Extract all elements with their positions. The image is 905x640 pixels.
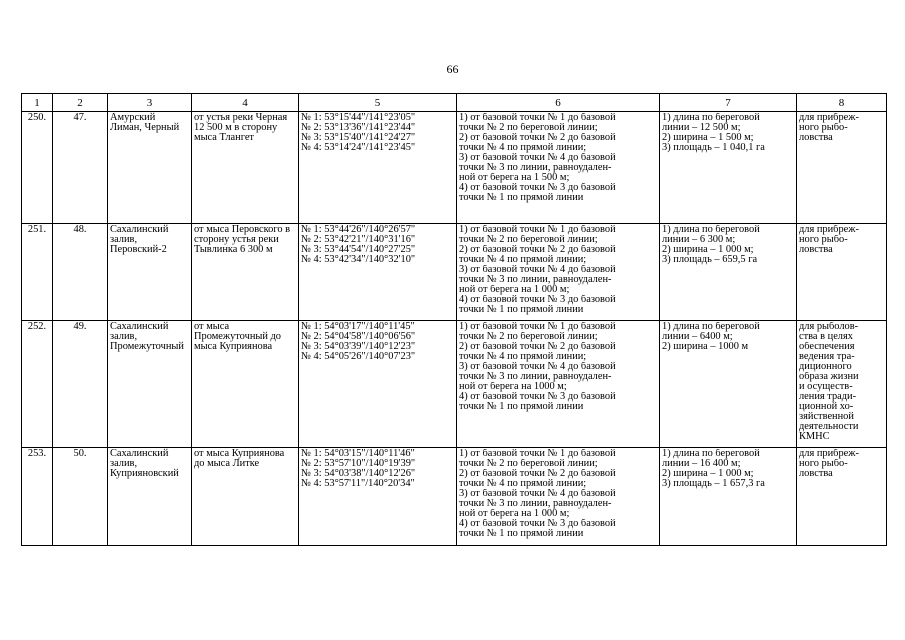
area-dimensions-line: 1) длина по береговой: [662, 449, 760, 459]
area-purpose-line: образа жизни: [799, 372, 859, 382]
boundary-description-line: точки № 3 по линии, равноудален-: [459, 163, 612, 173]
area-dimensions: [660, 112, 797, 224]
boundary-description-line: точки № 4 по прямой линии;: [459, 479, 587, 489]
area-name: Амурский Лиман, Черный: [108, 112, 192, 224]
area-dimensions-line: 2) ширина – 1000 м: [662, 342, 749, 352]
area-purpose-line: ционной хо-: [799, 402, 854, 412]
coordinates-line: № 1: 54°03'15"/140°11'46": [301, 449, 415, 459]
area-purpose-line: обеспечения: [799, 342, 855, 352]
boundary-description-line: 1) от базовой точки № 1 до базовой: [459, 322, 616, 332]
area-purpose-line: ловства: [799, 245, 833, 255]
area-number: 50.: [53, 448, 108, 546]
boundary-description-line: 2) от базовой точки № 2 до базовой: [459, 469, 616, 479]
area-number: 49.: [53, 321, 108, 448]
boundary-description-line: 4) от базовой точки № 3 до базовой: [459, 295, 616, 305]
coordinates-line: № 3: 53°15'40"/141°24'27": [301, 133, 416, 143]
boundary-description-line: 3) от базовой точки № 4 до базовой: [459, 362, 616, 372]
area-name: Сахалинский залив, Куприяновский: [108, 448, 192, 546]
boundary-description-line: точки № 1 по прямой линии: [459, 402, 584, 412]
boundary-description-line: 2) от базовой точки № 2 до базовой: [459, 133, 616, 143]
area-dimensions-line: 2) ширина – 1 500 м;: [662, 133, 754, 143]
boundary-description-line: ной от берега на 1 000 м;: [459, 285, 570, 295]
coordinates-line: № 2: 53°57'10"/140°19'39": [301, 459, 416, 469]
area-dimensions-line: линии – 12 500 м;: [662, 123, 741, 133]
area-dimensions-line: линии – 6 300 м;: [662, 235, 736, 245]
area-purpose-line: ства в целях: [799, 332, 853, 342]
coordinates-line: № 4: 53°42'34"/140°32'10": [301, 255, 416, 265]
area-purpose-line: ного рыбо-: [799, 459, 848, 469]
boundary-description-line: точки № 4 по прямой линии;: [459, 143, 587, 153]
boundary-description-line: точки № 1 по прямой линии: [459, 529, 584, 539]
boundary-description-line: 1) от базовой точки № 1 до базовой: [459, 225, 616, 235]
area-dimensions-line: 3) площадь – 1 657,3 га: [662, 479, 765, 489]
boundary-description-line: точки № 1 по прямой линии: [459, 305, 584, 315]
area-dimensions: [660, 448, 797, 546]
area-boundary: от мыса Промежуточный до мыса Куприянова: [192, 321, 299, 448]
area-purpose-line: ловства: [799, 133, 833, 143]
fishing-areas-table: [21, 93, 887, 546]
area-dimensions: [660, 224, 797, 321]
area-purpose-line: для прибреж-: [799, 449, 859, 459]
area-dimensions-line: 2) ширина – 1 000 м;: [662, 469, 754, 479]
boundary-description-line: точки № 2 по береговой линии;: [459, 332, 598, 342]
table-body: [22, 112, 887, 546]
coordinates-line: № 1: 53°44'26"/140°26'57": [301, 225, 416, 235]
coordinates-line: № 3: 53°44'54"/140°27'25": [301, 245, 416, 255]
coordinates-line: № 2: 54°04'58"/140°06'56": [301, 332, 416, 342]
area-dimensions-line: 3) площадь – 659,5 га: [662, 255, 758, 265]
area-purpose-line: для прибреж-: [799, 113, 859, 123]
area-purpose-line: диционного: [799, 362, 852, 372]
coordinates-line: № 1: 53°15'44"/141°23'05": [301, 113, 416, 123]
boundary-description-line: ной от берега на 1 000 м;: [459, 509, 570, 519]
boundary-description-line: точки № 2 по береговой линии;: [459, 235, 598, 245]
boundary-description-line: 2) от базовой точки № 2 до базовой: [459, 342, 616, 352]
column-header: 6: [457, 94, 660, 112]
area-purpose: [797, 224, 887, 321]
area-purpose-line: ления тради-: [799, 392, 857, 402]
column-header: 8: [797, 94, 887, 112]
column-header: 4: [192, 94, 299, 112]
boundary-description-line: 3) от базовой точки № 4 до базовой: [459, 153, 616, 163]
area-dimensions-line: 1) длина по береговой: [662, 113, 760, 123]
boundary-description: [457, 321, 660, 448]
area-dimensions: [660, 321, 797, 448]
area-dimensions-line: 1) длина по береговой: [662, 225, 760, 235]
boundary-description-line: точки № 2 по береговой линии;: [459, 123, 598, 133]
area-purpose-line: деятельности: [799, 422, 859, 432]
coordinates: [299, 224, 457, 321]
boundary-description-line: точки № 1 по прямой линии: [459, 193, 584, 203]
coordinates-line: № 3: 54°03'39"/140°12'23": [301, 342, 416, 352]
area-purpose-line: для прибреж-: [799, 225, 859, 235]
area-dimensions-line: линии – 6400 м;: [662, 332, 733, 342]
area-number: 47.: [53, 112, 108, 224]
coordinates-line: № 4: 53°57'11"/140°20'34": [301, 479, 415, 489]
row-number: 250.: [22, 112, 53, 224]
area-name: Сахалинский залив, Промежуточный: [108, 321, 192, 448]
boundary-description-line: 1) от базовой точки № 1 до базовой: [459, 449, 616, 459]
column-header: 1: [22, 94, 53, 112]
boundary-description-line: 4) от базовой точки № 3 до базовой: [459, 392, 616, 402]
column-header: 5: [299, 94, 457, 112]
column-header: 7: [660, 94, 797, 112]
coordinates-line: № 3: 54°03'38"/140°12'26": [301, 469, 416, 479]
area-purpose-line: ловства: [799, 469, 833, 479]
area-name: Сахалинский залив, Перовский-2: [108, 224, 192, 321]
area-dimensions-line: 1) длина по береговой: [662, 322, 760, 332]
table-row: [22, 321, 887, 448]
table-row: [22, 112, 887, 224]
area-purpose-line: для рыболов-: [799, 322, 859, 332]
coordinates: [299, 321, 457, 448]
area-purpose-line: ведения тра-: [799, 352, 855, 362]
boundary-description: [457, 448, 660, 546]
row-number: 253.: [22, 448, 53, 546]
row-number: 252.: [22, 321, 53, 448]
boundary-description-line: 3) от базовой точки № 4 до базовой: [459, 489, 616, 499]
row-number: 251.: [22, 224, 53, 321]
area-boundary: от мыса Куприянова до мыса Литке: [192, 448, 299, 546]
area-purpose-line: КМНС: [799, 432, 830, 442]
area-boundary: от устья реки Черная 12 500 м в сторону мыса Тлангет: [192, 112, 299, 224]
boundary-description-line: точки № 4 по прямой линии;: [459, 352, 587, 362]
coordinates: [299, 448, 457, 546]
coordinates-line: № 2: 53°13'36"/141°23'44": [301, 123, 416, 133]
boundary-description-line: точки № 3 по линии, равноудален-: [459, 372, 612, 382]
column-header: 3: [108, 94, 192, 112]
boundary-description-line: 4) от базовой точки № 3 до базовой: [459, 519, 616, 529]
boundary-description-line: 3) от базовой точки № 4 до базовой: [459, 265, 616, 275]
area-boundary: от мыса Перовского в сторону устья реки Тывлинка 6 300 м: [192, 224, 299, 321]
boundary-description-line: точки № 3 по линии, равноудален-: [459, 275, 612, 285]
boundary-description-line: точки № 2 по береговой линии;: [459, 459, 598, 469]
area-number: 48.: [53, 224, 108, 321]
area-dimensions-line: 3) площадь – 1 040,1 га: [662, 143, 765, 153]
boundary-description-line: ной от берега на 1000 м;: [459, 382, 567, 392]
area-purpose-line: зяйственной: [799, 412, 854, 422]
page-number: 66: [446, 62, 459, 76]
boundary-description-line: точки № 3 по линии, равноудален-: [459, 499, 612, 509]
boundary-description-line: 4) от базовой точки № 3 до базовой: [459, 183, 616, 193]
table-row: [22, 448, 887, 546]
area-purpose: [797, 448, 887, 546]
header-row: [22, 94, 887, 112]
column-header: 2: [53, 94, 108, 112]
area-dimensions-line: 2) ширина – 1 000 м;: [662, 245, 754, 255]
coordinates-line: № 2: 53°42'21"/140°31'16": [301, 235, 416, 245]
coordinates: [299, 112, 457, 224]
coordinates-line: № 4: 54°05'26"/140°07'23": [301, 352, 416, 362]
area-purpose: [797, 112, 887, 224]
boundary-description-line: точки № 4 по прямой линии;: [459, 255, 587, 265]
boundary-description: [457, 224, 660, 321]
area-dimensions-line: линии – 16 400 м;: [662, 459, 741, 469]
boundary-description-line: 2) от базовой точки № 2 до базовой: [459, 245, 616, 255]
boundary-description-line: ной от берега на 1 500 м;: [459, 173, 570, 183]
coordinates-line: № 4: 53°14'24"/141°23'45": [301, 143, 416, 153]
table-row: [22, 224, 887, 321]
area-purpose: [797, 321, 887, 448]
boundary-description-line: 1) от базовой точки № 1 до базовой: [459, 113, 616, 123]
boundary-description: [457, 112, 660, 224]
area-purpose-line: и осуществ-: [799, 382, 853, 392]
area-purpose-line: ного рыбо-: [799, 235, 848, 245]
area-purpose-line: ного рыбо-: [799, 123, 848, 133]
coordinates-line: № 1: 54°03'17"/140°11'45": [301, 322, 415, 332]
